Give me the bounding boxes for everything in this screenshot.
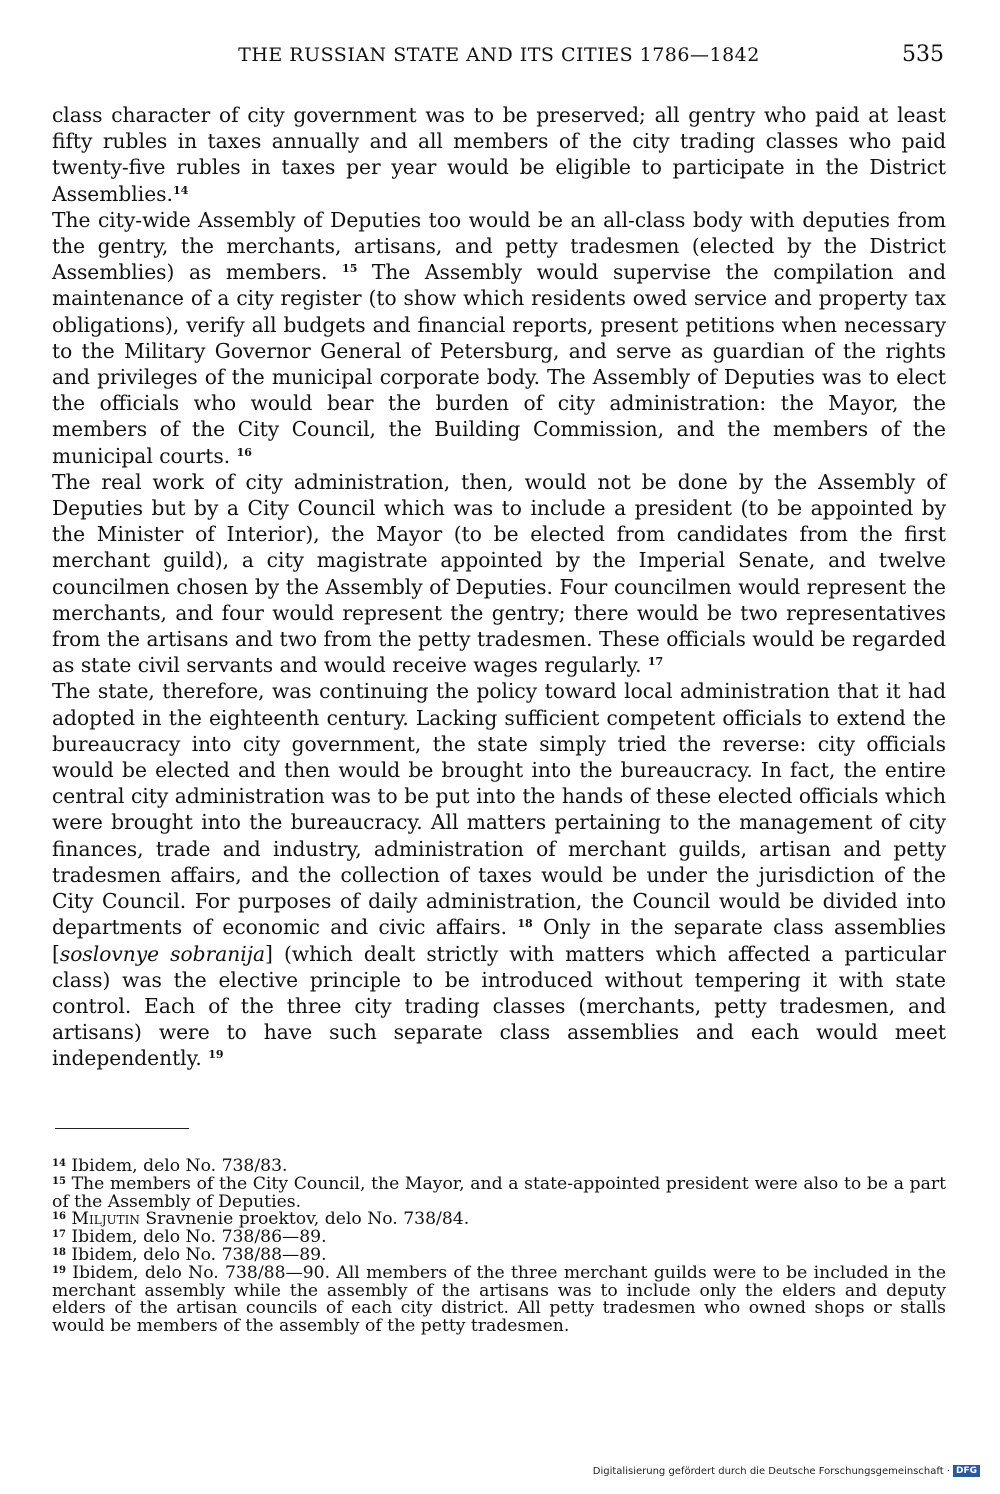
italic-term: soslovnye sobranija <box>59 941 266 966</box>
paragraph-text: The city-wide Assembly of Deputies too would be an all-class body with deputies from the gentry, the merchants, artisans, and petty tradesmen (elected by the District Assemblies) as members. <box>52 207 946 285</box>
footnote-ref: 14 <box>172 183 189 197</box>
paragraph-text: The state, therefore, was continuing the policy toward local administration that it had adopted in the eighteenth century. Lacking sufficient competent officials to extend the bureaucracy into city government, the state simply tried the reverse: city officials would be elected and then would be brought into the bureaucracy. In fact, the entire central city administration was to be put into the hands of these elected officials which were brought into the bureaucracy. All matters pertaining to the management of city finances, trade and industry, administration of merchant guilds, artisan and petty tradesmen affairs, and the collection of taxes would be under the jurisdiction of the City Council. For purposes of daily administration, the Council would be divided into departments of economic and civic affairs. <box>52 679 946 940</box>
paragraph-text: class character of city government was to be preserved; all gentry who paid at least fifty rubles in taxes annually and all members of the city trading classes who paid twenty-five rubles in taxes per year would be eligible to participate in the District Assemblies. <box>52 103 946 206</box>
footnote-ref: 19 <box>52 1264 66 1276</box>
footnote-text: Ibidem, delo No. 738/86—89. <box>65 1227 327 1248</box>
footnote-text: Ibidem, delo No. 738/88—90. All members of the three merchant guilds were to be included in the merchant assembly while the assembly of the artisans was to include only the elders and deputy elders of the artisan councils of each city district. All petty tradesmen who owned shops or stalls would be members of the assembly of the petty tradesmen. <box>52 1262 946 1337</box>
dfg-logo-icon: DFG <box>953 1465 980 1477</box>
footnote-ref: 17 <box>52 1229 66 1241</box>
footnote-ref: 16 <box>236 445 252 459</box>
paragraph <box>52 469 946 679</box>
footnote-ref: 17 <box>647 655 664 669</box>
credit-text: Digitalisierung gefördert durch die Deutsche Forschungsgemeinschaft · <box>592 1465 950 1477</box>
footnote-ref: 15 <box>342 262 358 276</box>
footnote-ref: 18 <box>52 1246 66 1258</box>
paragraph-text: The Assembly would supervise the compilation and maintenance of a city register (to show which residents owed service and property tax obligations), verify all budgets and financial reports, present petitions when necessary to the Military Governor General of Petersburg, and serve as guardian of the rights and privileges of the municipal corporate body. The Assembly of Deputies was to elect the officials who would bear the burden of city administration: the Mayor, the members of the City Council, the Building Commission, and the members of the municipal courts. <box>52 260 946 468</box>
footnote-text: The members of the City Council, the Mayor, and a state-appointed president were also to be a part of the Assembly of Deputies. <box>52 1173 946 1212</box>
main-text <box>52 102 946 1072</box>
footnote-ref: 16 <box>52 1211 66 1223</box>
running-header <box>52 42 946 72</box>
footnote-ref: 19 <box>208 1048 224 1062</box>
footnote-text: Ibidem, delo No. 738/83. <box>65 1156 288 1176</box>
footnote <box>52 1173 946 1212</box>
running-title: THE RUSSIAN STATE AND ITS CITIES 1786—1842 <box>238 44 760 66</box>
footnote-divider <box>55 1128 189 1129</box>
footnote-ref: 14 <box>52 1158 66 1169</box>
digitization-credit <box>593 1465 980 1477</box>
footnote-ref: 15 <box>52 1175 66 1187</box>
paragraph-text: The real work of city administration, then, would not be done by the Assembly of Deputies but by a City Council which was to include a president (to be appointed by the Minister of Interior), the Mayor (to be elected from candidates from the first merchant guild), a city magistrate appointed by the Imperial Senate, and twelve councilmen chosen by the Assembly of Deputies. Four councilmen would represent the merchants, and four would represent the gentry; there would be two representatives from the artisans and two from the petty tradesmen. These officials would be regarded as state civil servants and would receive wages regularly. <box>52 469 946 678</box>
footnote-text: Ibidem, delo No. 738/88—89. <box>65 1244 327 1265</box>
paragraph <box>52 207 946 469</box>
footnotes <box>52 1158 946 1336</box>
footnote-ref: 18 <box>517 917 533 931</box>
paragraph-text: Only in the separate class assemblies [ <box>52 915 947 966</box>
paragraph-text: ] (which dealt strictly with matters which affected a particular class) was the elective principle to be introduced without tempering it with state control. Each of the three city trading classes (merchants, petty tradesmen, and artisans) were to have such separate class assemblies and each would meet independently. <box>52 941 946 1071</box>
author-name: Miljutin <box>65 1209 140 1230</box>
paragraph <box>52 102 946 207</box>
page-number: 535 <box>902 42 944 67</box>
footnote <box>52 1262 946 1337</box>
paragraph <box>52 678 946 1071</box>
footnote-text: Sravnenie proektov, delo No. 738/84. <box>139 1209 470 1230</box>
